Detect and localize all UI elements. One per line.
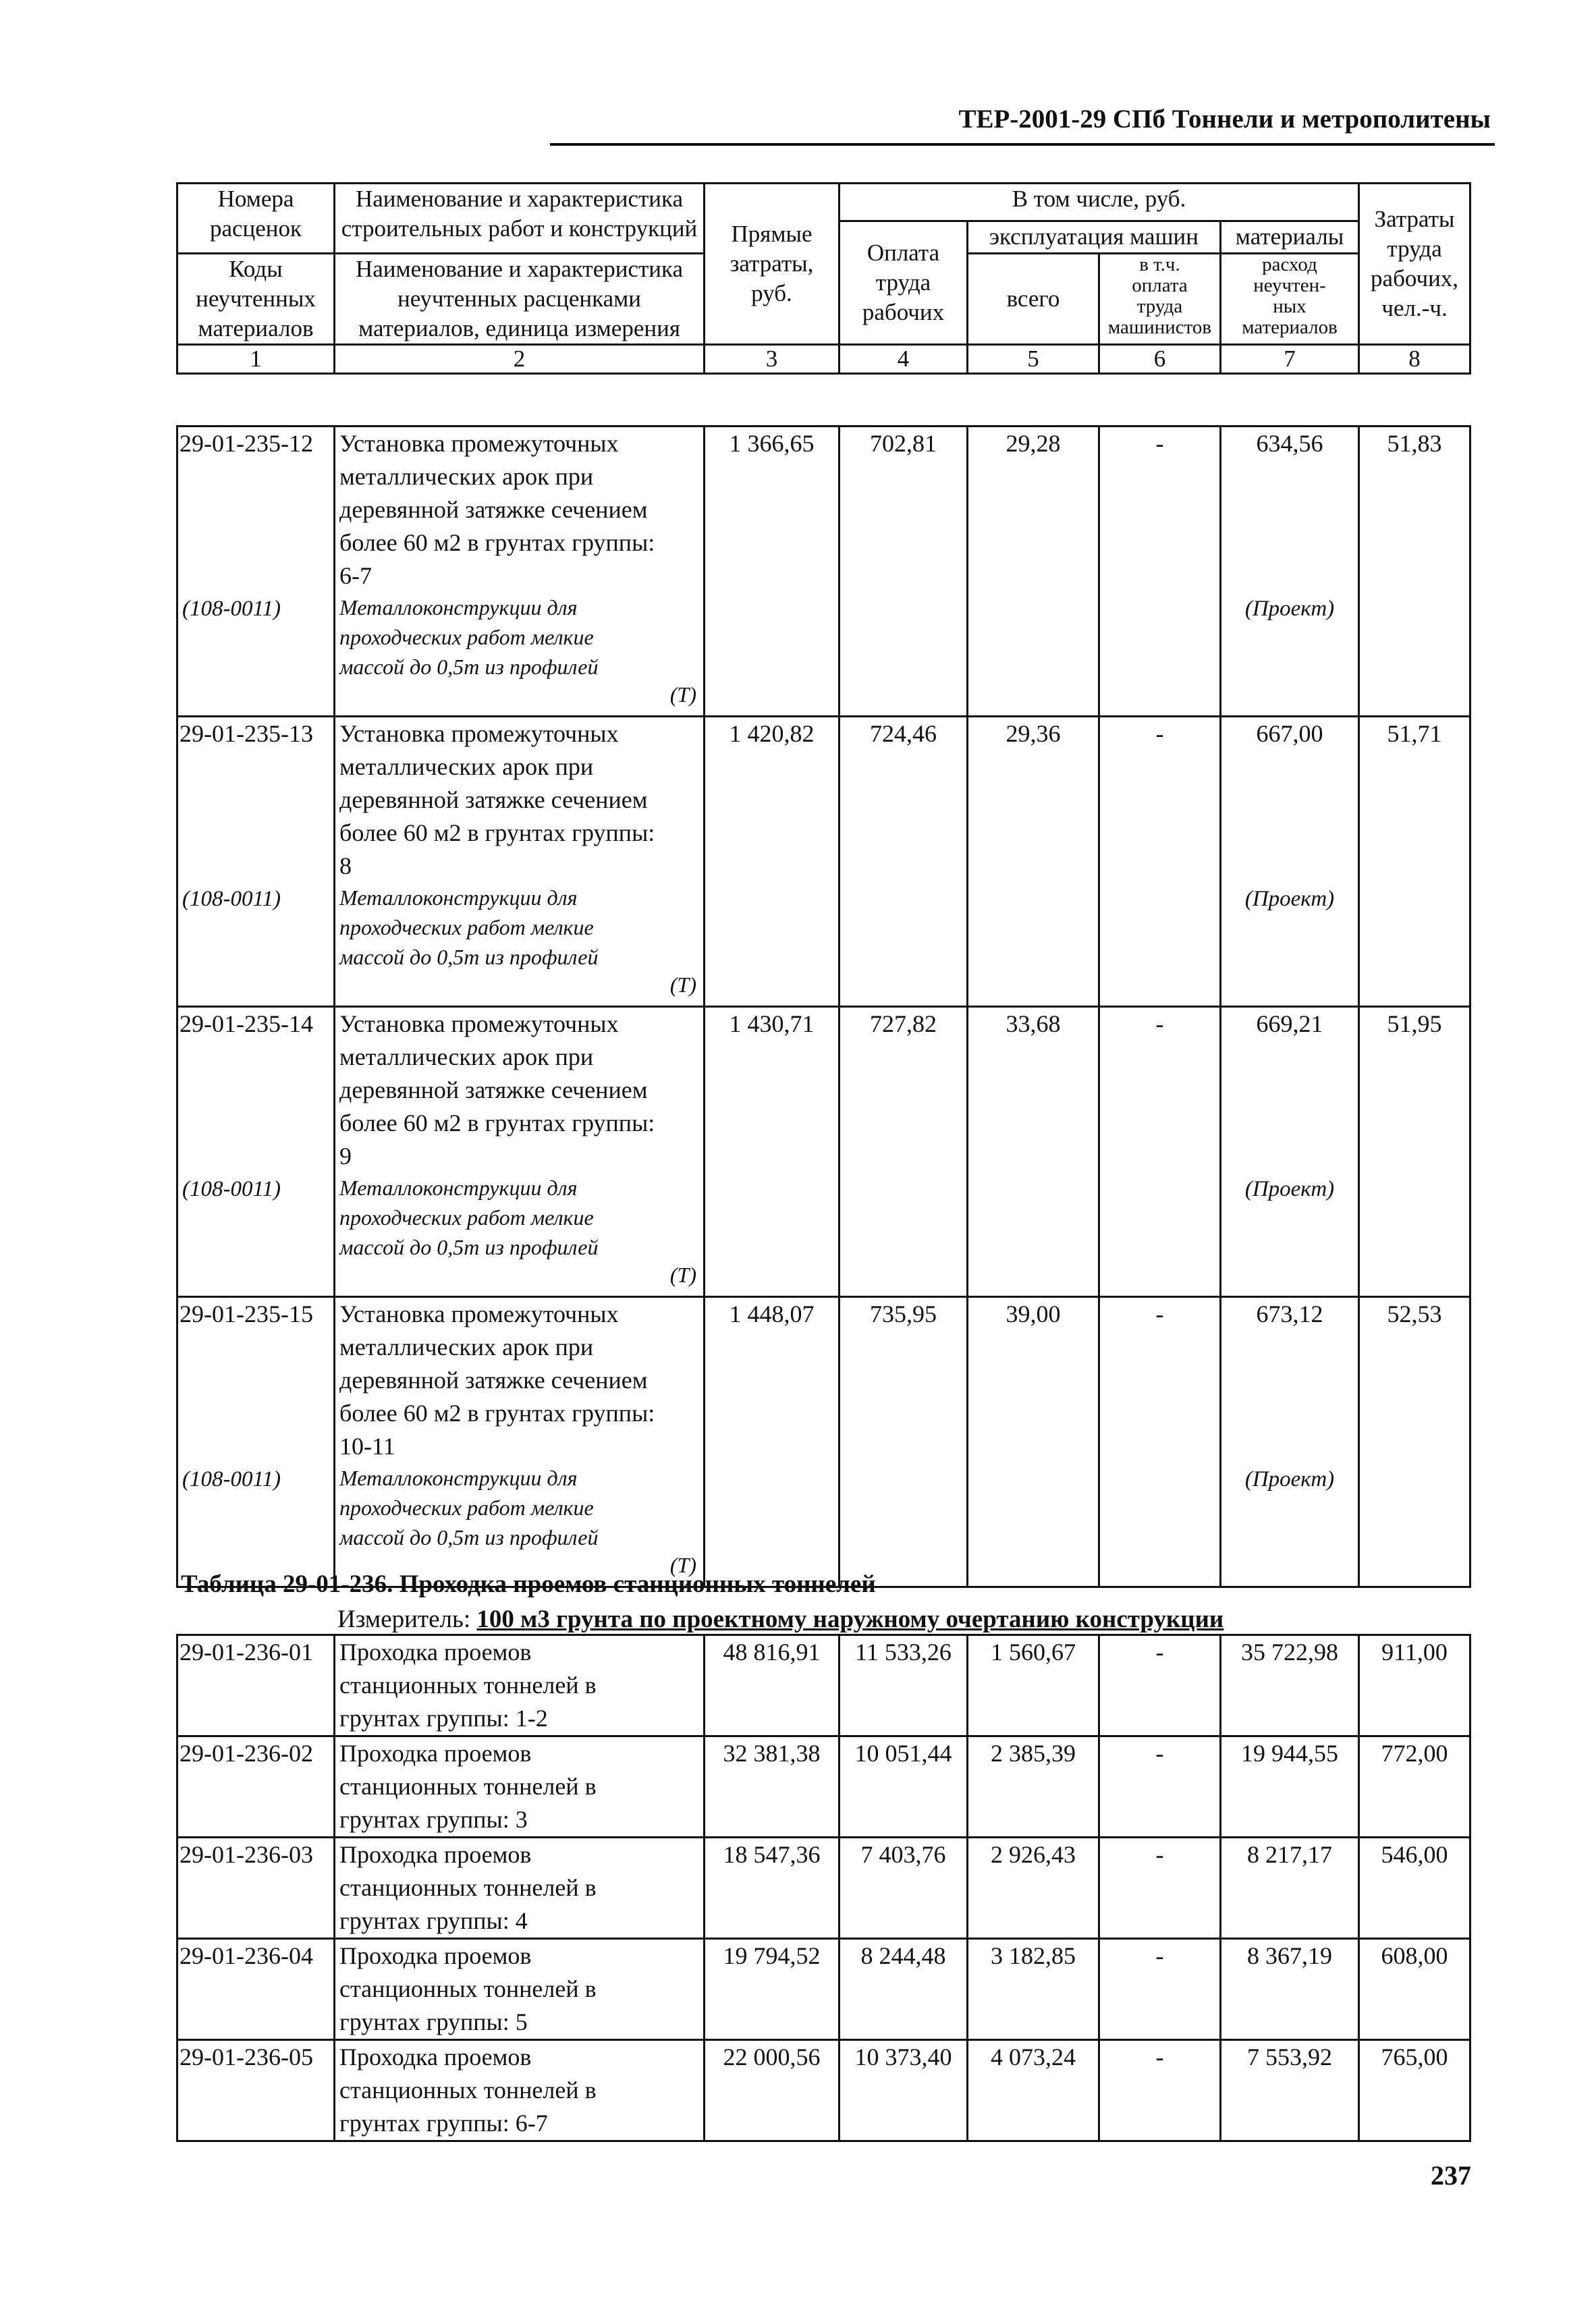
- hdr-text: чел.-ч.: [1381, 295, 1448, 321]
- work-name-cell: [335, 1939, 705, 2040]
- header-material-codes: [177, 254, 335, 345]
- column-header-table: [176, 182, 1471, 375]
- hdr-text: Оплата: [866, 240, 940, 266]
- work-name-line: Установка промежуточных: [339, 1300, 619, 1327]
- worker-pay: 8 244,48: [840, 1939, 968, 2040]
- materials-cost: 8 217,17: [1221, 1838, 1359, 1939]
- header-direct-costs: [705, 184, 840, 345]
- header-work-name: [335, 184, 705, 254]
- rate-code-cell: [177, 717, 335, 1007]
- direct-costs: 1 430,71: [705, 1007, 840, 1297]
- direct-costs: 19 794,52: [705, 1939, 840, 2040]
- hdr-text: труда: [875, 269, 931, 296]
- column-number: 5: [968, 345, 1099, 374]
- table-row: [177, 1838, 1470, 1939]
- work-name-line: более 60 м2 в грунтах группы:: [339, 819, 655, 846]
- direct-costs: 18 547,36: [705, 1838, 840, 1939]
- rate-code-cell: [177, 1007, 335, 1297]
- machinist-pay: -: [1099, 1736, 1221, 1838]
- rate-code: 29-01-235-15: [180, 1300, 313, 1327]
- header-material-name: [335, 254, 705, 345]
- materials-cost: 35 722,98: [1221, 1635, 1359, 1736]
- hdr-text: Прямые: [731, 221, 813, 247]
- material-name-line: массой до 0,5т из профилей: [339, 655, 599, 679]
- material-unit-mark: (Т): [669, 682, 696, 707]
- material-name-line: проходческих работ мелкие: [339, 1495, 594, 1520]
- rate-code: 29-01-236-02: [177, 1736, 335, 1838]
- materials-cost: 669,21: [1256, 1010, 1323, 1037]
- header-material-use: [1221, 254, 1359, 345]
- worker-pay: 724,46: [840, 717, 968, 1007]
- rates-table-236: [176, 1634, 1471, 2142]
- header-group: В том числе, руб.: [840, 184, 1359, 221]
- labor-hours: 51,83: [1359, 427, 1470, 717]
- hdr-text: труда: [1136, 296, 1183, 317]
- work-name-line: Установка промежуточных: [339, 720, 619, 747]
- header-title: ТЕР-2001-29 СПб Тоннели и метрополитены: [958, 105, 1491, 134]
- hdr-text: затраты,: [730, 250, 814, 277]
- hdr-text: рабочих,: [1371, 265, 1459, 292]
- rate-code-cell: [177, 427, 335, 717]
- header-worker-pay: [840, 221, 968, 345]
- hdr-text: труда: [1387, 236, 1442, 262]
- work-name-cell: [335, 1838, 705, 1939]
- table-row: [177, 1736, 1470, 1838]
- work-name-line: более 60 м2 в грунтах группы:: [339, 529, 655, 556]
- direct-costs: 48 816,91: [705, 1635, 840, 1736]
- work-name-line: станционных тоннелей в: [339, 1975, 597, 2002]
- materials-cell: [1221, 427, 1359, 717]
- header-labor-hours: [1359, 184, 1470, 345]
- machines-total: 1 560,67: [968, 1635, 1099, 1736]
- work-name-line: металлических арок при: [339, 753, 594, 780]
- direct-costs: 22 000,56: [705, 2040, 840, 2141]
- work-name-line: металлических арок при: [339, 1334, 594, 1361]
- work-name-line: 10-11: [339, 1433, 395, 1460]
- materials-cost: 634,56: [1256, 430, 1323, 457]
- work-name-line: грунтах группы: 1-2: [339, 1705, 548, 1732]
- material-name-line: Металлоконструкции для: [339, 595, 578, 620]
- table-row: [177, 1007, 1470, 1297]
- work-name-line: более 60 м2 в грунтах группы:: [339, 1400, 655, 1427]
- material-name-line: массой до 0,5т из профилей: [339, 1235, 599, 1259]
- column-number: 8: [1359, 345, 1470, 374]
- rate-code: 29-01-236-04: [177, 1939, 335, 2040]
- materials-cell: [1221, 717, 1359, 1007]
- work-name-cell: [335, 717, 705, 1007]
- table-measure: [337, 1605, 1223, 1634]
- work-name-line: металлических арок при: [339, 463, 594, 490]
- materials-note: (Проект): [1244, 887, 1335, 911]
- direct-costs: 32 381,38: [705, 1736, 840, 1838]
- rate-code: 29-01-236-01: [177, 1635, 335, 1736]
- header-materials: материалы: [1221, 221, 1359, 254]
- table-row: [177, 1297, 1470, 1587]
- work-name-line: станционных тоннелей в: [339, 1672, 597, 1699]
- materials-note: (Проект): [1244, 1467, 1335, 1491]
- work-name-line: Проходка проемов: [339, 1942, 532, 1969]
- column-number: 7: [1221, 345, 1359, 374]
- hdr-text: материалов: [1242, 317, 1338, 338]
- hdr-text: в т.ч.: [1139, 254, 1180, 275]
- work-name-line: Установка промежуточных: [339, 1010, 619, 1037]
- labor-hours: 765,00: [1359, 2040, 1470, 2141]
- material-name-line: проходческих работ мелкие: [339, 1205, 594, 1230]
- material-name-line: проходческих работ мелкие: [339, 625, 594, 649]
- machines-total: 3 182,85: [968, 1939, 1099, 2040]
- work-name-cell: [335, 1736, 705, 1838]
- hdr-text: рабочих: [862, 299, 945, 325]
- work-name-line: деревянной затяжке сечением: [339, 496, 648, 523]
- work-name-line: Проходка проемов: [339, 1740, 532, 1767]
- material-code: (108-0011): [182, 1467, 281, 1491]
- measure-prefix: Измеритель:: [337, 1605, 471, 1633]
- column-number: 3: [705, 345, 840, 374]
- worker-pay: 10 373,40: [840, 2040, 968, 2141]
- work-name-line: грунтах группы: 6-7: [339, 2110, 548, 2137]
- work-name-line: станционных тоннелей в: [339, 1773, 597, 1800]
- hdr-text: Номера: [217, 186, 294, 212]
- machinist-pay: -: [1099, 427, 1221, 717]
- machinist-pay: -: [1099, 717, 1221, 1007]
- material-unit-mark: (Т): [669, 1263, 696, 1287]
- rates-table-235: [176, 425, 1471, 1588]
- work-name-line: 9: [339, 1143, 352, 1170]
- machinist-pay: -: [1099, 1939, 1221, 2040]
- machines-total: 29,36: [968, 717, 1099, 1007]
- work-name-cell: [335, 1007, 705, 1297]
- table-row: [177, 2040, 1470, 2141]
- materials-cost: 8 367,19: [1221, 1939, 1359, 2040]
- materials-cost: 7 553,92: [1221, 2040, 1359, 2141]
- direct-costs: 1 420,82: [705, 717, 840, 1007]
- header-machines: эксплуатация машин: [968, 221, 1221, 254]
- machinist-pay: -: [1099, 1007, 1221, 1297]
- labor-hours: 51,95: [1359, 1007, 1470, 1297]
- hdr-text: Наименование и характеристика: [355, 186, 684, 212]
- work-name-line: Проходка проемов: [339, 2043, 532, 2070]
- hdr-text: расценок: [209, 215, 302, 242]
- header-machinist-pay: [1099, 254, 1221, 345]
- machinist-pay: -: [1099, 1297, 1221, 1587]
- hdr-text: материалов: [198, 315, 314, 341]
- work-name-line: 8: [339, 852, 352, 879]
- machinist-pay: -: [1099, 2040, 1221, 2141]
- material-unit-mark: (Т): [669, 1553, 696, 1577]
- labor-hours: 772,00: [1359, 1736, 1470, 1838]
- hdr-text: руб.: [751, 280, 792, 306]
- work-name-line: грунтах группы: 5: [339, 2008, 528, 2035]
- header-machines-total: всего: [968, 254, 1099, 345]
- rate-code-cell: [177, 1297, 335, 1587]
- material-name-line: проходческих работ мелкие: [339, 915, 594, 939]
- worker-pay: 735,95: [840, 1297, 968, 1587]
- labor-hours: 51,71: [1359, 717, 1470, 1007]
- labor-hours: 546,00: [1359, 1838, 1470, 1939]
- table-row: [177, 427, 1470, 717]
- work-name-cell: [335, 1635, 705, 1736]
- direct-costs: 1 366,65: [705, 427, 840, 717]
- rate-code: 29-01-235-13: [180, 720, 313, 747]
- materials-cost: 673,12: [1256, 1300, 1323, 1327]
- hdr-text: оплата: [1132, 275, 1188, 296]
- material-code: (108-0011): [182, 597, 281, 621]
- rate-code: 29-01-236-05: [177, 2040, 335, 2141]
- work-name-line: деревянной затяжке сечением: [339, 786, 648, 813]
- work-name-line: станционных тоннелей в: [339, 2077, 597, 2104]
- hdr-text: ных: [1273, 296, 1306, 317]
- material-unit-mark: (Т): [669, 972, 696, 997]
- machinist-pay: -: [1099, 1635, 1221, 1736]
- rate-code: 29-01-235-12: [180, 430, 313, 457]
- hdr-text: машинистов: [1107, 317, 1212, 338]
- hdr-text: неучтен-: [1253, 275, 1326, 296]
- hdr-text: строительных работ и конструкций: [341, 215, 698, 242]
- column-number: 4: [840, 345, 968, 374]
- material-code: (108-0011): [182, 887, 281, 911]
- column-number: 6: [1099, 345, 1221, 374]
- hdr-text: неучтенных расценками: [397, 285, 641, 312]
- work-name-line: Проходка проемов: [339, 1639, 532, 1666]
- hdr-text: Коды: [229, 256, 283, 282]
- worker-pay: 10 051,44: [840, 1736, 968, 1838]
- direct-costs: 1 448,07: [705, 1297, 840, 1587]
- work-name-line: более 60 м2 в грунтах группы:: [339, 1109, 655, 1136]
- materials-cost: 667,00: [1256, 720, 1323, 747]
- material-name-line: Металлоконструкции для: [339, 1176, 578, 1200]
- hdr-text: расход: [1262, 254, 1317, 275]
- hdr-text: материалов, единица измерения: [358, 315, 680, 341]
- header-rate-numbers: [177, 184, 335, 254]
- work-name-line: Проходка проемов: [339, 1841, 532, 1868]
- material-name-line: Металлоконструкции для: [339, 885, 578, 910]
- materials-cell: [1221, 1297, 1359, 1587]
- work-name-cell: [335, 427, 705, 717]
- worker-pay: 7 403,76: [840, 1838, 968, 1939]
- materials-cell: [1221, 1007, 1359, 1297]
- material-name-line: Металлоконструкции для: [339, 1466, 578, 1490]
- labor-hours: 911,00: [1359, 1635, 1470, 1736]
- page-number: 237: [1431, 2160, 1471, 2191]
- machines-total: 39,00: [968, 1297, 1099, 1587]
- document-header: [550, 101, 1495, 146]
- work-name-line: металлических арок при: [339, 1043, 594, 1070]
- work-name-cell: [335, 2040, 705, 2141]
- material-name-line: массой до 0,5т из профилей: [339, 1525, 599, 1549]
- hdr-text: неучтенных: [196, 285, 316, 312]
- table-row: [177, 1635, 1470, 1736]
- material-name-line: массой до 0,5т из профилей: [339, 945, 599, 969]
- work-name-line: Установка промежуточных: [339, 430, 619, 457]
- hdr-text: Наименование и характеристика: [355, 256, 684, 282]
- work-name-line: станционных тоннелей в: [339, 1874, 597, 1901]
- work-name-line: 6-7: [339, 562, 372, 589]
- work-name-line: грунтах группы: 4: [339, 1907, 528, 1934]
- machines-total: 33,68: [968, 1007, 1099, 1297]
- table-row: [177, 1939, 1470, 2040]
- worker-pay: 702,81: [840, 427, 968, 717]
- table-row: [177, 717, 1470, 1007]
- materials-note: (Проект): [1244, 1177, 1335, 1201]
- machinist-pay: -: [1099, 1838, 1221, 1939]
- work-name-line: деревянной затяжке сечением: [339, 1076, 648, 1103]
- work-name-cell: [335, 1297, 705, 1587]
- labor-hours: 608,00: [1359, 1939, 1470, 2040]
- work-name-line: деревянной затяжке сечением: [339, 1367, 648, 1394]
- rate-code: 29-01-236-03: [177, 1838, 335, 1939]
- materials-note: (Проект): [1244, 597, 1335, 621]
- machines-total: 2 385,39: [968, 1736, 1099, 1838]
- work-name-line: грунтах группы: 3: [339, 1806, 528, 1833]
- measure-unit: 100 м3 грунта по проектному наружному очертанию конструкции: [476, 1605, 1224, 1633]
- worker-pay: 11 533,26: [840, 1635, 968, 1736]
- materials-cost: 19 944,55: [1221, 1736, 1359, 1838]
- material-code: (108-0011): [182, 1177, 281, 1201]
- machines-total: 2 926,43: [968, 1838, 1099, 1939]
- column-number: 1: [177, 345, 335, 374]
- hdr-text: Затраты: [1374, 206, 1455, 232]
- machines-total: 4 073,24: [968, 2040, 1099, 2141]
- table-title: Таблица 29-01-236. Проходка проемов станционных тоннелей: [181, 1570, 876, 1598]
- labor-hours: 52,53: [1359, 1297, 1470, 1587]
- rate-code: 29-01-235-14: [180, 1010, 313, 1037]
- column-number: 2: [335, 345, 705, 374]
- worker-pay: 727,82: [840, 1007, 968, 1297]
- machines-total: 29,28: [968, 427, 1099, 717]
